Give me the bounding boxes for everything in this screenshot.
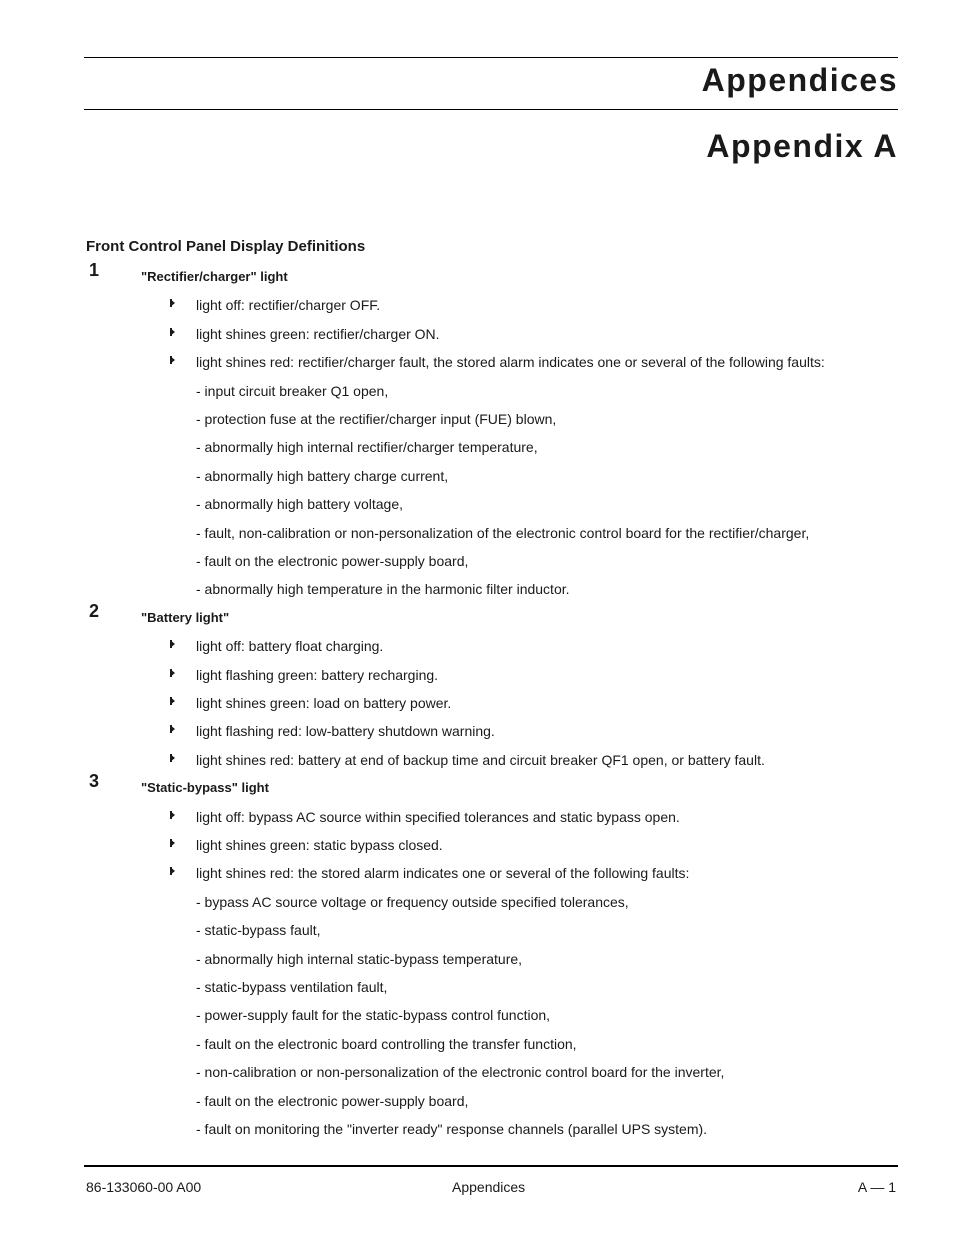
fault-item [0, 1007, 954, 1027]
section-title: Front Control Panel Display Definitions [86, 238, 366, 255]
bullet-item [0, 837, 954, 857]
fault-item [0, 553, 954, 573]
bullet-icon [170, 811, 175, 819]
page-title: Appendices [701, 62, 898, 98]
item-text: - abnormally high internal rectifier/charger temperature, [196, 439, 538, 455]
bullet-icon [170, 299, 175, 307]
item-text: light shines green: static bypass closed. [196, 837, 443, 853]
item-text: light shines green: rectifier/charger ON. [196, 326, 440, 342]
item-text: light off: battery float charging. [196, 638, 384, 654]
footer-rule [84, 1165, 898, 1167]
group-header [0, 771, 954, 800]
item-text: light off: bypass AC source within specified tolerances and static bypass open. [196, 809, 680, 825]
fault-item [0, 1064, 954, 1084]
bullet-item [0, 326, 954, 346]
fault-item [0, 1121, 954, 1141]
fault-item [0, 525, 954, 545]
bullet-icon [170, 669, 175, 677]
group-number: 1 [89, 260, 100, 280]
fault-item [0, 468, 954, 488]
bullet-icon [170, 725, 175, 733]
bullet-item [0, 723, 954, 743]
item-text: light shines red: the stored alarm indicates one or several of the following faults: [196, 865, 690, 881]
item-text: - protection fuse at the rectifier/charger input (FUE) blown, [196, 411, 557, 427]
fault-item [0, 1093, 954, 1113]
bullet-icon [170, 839, 175, 847]
footer-doc-number: 86-133060-00 A00 [86, 1179, 202, 1195]
item-text: light shines green: load on battery power. [196, 695, 452, 711]
appendix-title: Appendix A [706, 128, 898, 164]
fault-item [0, 951, 954, 971]
item-text: - fault on the electronic power-supply board, [196, 553, 469, 569]
bullet-item [0, 667, 954, 687]
item-text: - fault, non-calibration or non-personalization of the electronic control board for the rectifier/charger, [196, 525, 810, 541]
group-number: 3 [89, 771, 100, 791]
item-text: - abnormally high internal static-bypass temperature, [196, 951, 523, 967]
group-header [0, 260, 954, 289]
fault-item [0, 922, 954, 942]
bullet-icon [170, 356, 175, 364]
item-text: - fault on monitoring the "inverter ready" response channels (parallel UPS system). [196, 1121, 708, 1137]
fault-item [0, 411, 954, 431]
item-text: - static-bypass ventilation fault, [196, 979, 388, 995]
fault-item [0, 581, 954, 601]
item-text: - static-bypass fault, [196, 922, 321, 938]
bullet-item [0, 695, 954, 715]
bullet-icon [170, 640, 175, 648]
bullet-item [0, 297, 954, 317]
item-text: - non-calibration or non-personalization of the electronic control board for the inverter, [196, 1064, 725, 1080]
item-text: light off: rectifier/charger OFF. [196, 297, 381, 313]
bullet-icon [170, 697, 175, 705]
item-text: - power-supply fault for the static-bypass control function, [196, 1007, 551, 1023]
item-text: - bypass AC source voltage or frequency outside specified tolerances, [196, 894, 629, 910]
bullet-item [0, 752, 954, 772]
item-text: - abnormally high temperature in the harmonic filter inductor. [196, 581, 570, 597]
footer-section: Appendices [452, 1179, 526, 1195]
bullet-icon [170, 867, 175, 875]
item-text: - fault on the electronic power-supply board, [196, 1093, 469, 1109]
group-title: "Rectifier/charger" light [141, 269, 288, 284]
fault-item [0, 439, 954, 459]
fault-item [0, 894, 954, 914]
item-text: - abnormally high battery voltage, [196, 496, 403, 512]
bullet-item [0, 354, 954, 374]
bullet-item [0, 638, 954, 658]
item-text: light flashing green: battery recharging. [196, 667, 439, 683]
item-text: light shines red: battery at end of backup time and circuit breaker QF1 open, or battery fault. [196, 752, 765, 768]
group-number: 2 [89, 601, 100, 621]
bullet-item [0, 865, 954, 885]
item-text: - input circuit breaker Q1 open, [196, 383, 389, 399]
item-text: - abnormally high battery charge current, [196, 468, 449, 484]
item-text: light shines red: rectifier/charger fault, the stored alarm indicates one or several of the following faults: [196, 354, 825, 370]
footer-page-number: A — 1 [857, 1179, 896, 1195]
bullet-icon [170, 328, 175, 336]
fault-item [0, 979, 954, 999]
group-title: "Battery light" [141, 610, 230, 625]
group-title: "Static-bypass" light [141, 780, 269, 795]
header-top-rule [84, 57, 898, 58]
item-text: - fault on the electronic board controlling the transfer function, [196, 1036, 577, 1052]
bullet-icon [170, 754, 175, 762]
group-header [0, 601, 954, 630]
item-text: light flashing red: low-battery shutdown warning. [196, 723, 495, 739]
fault-item [0, 1036, 954, 1056]
fault-item [0, 496, 954, 516]
header-bottom-rule [84, 109, 898, 110]
bullet-item [0, 809, 954, 829]
fault-item [0, 383, 954, 403]
